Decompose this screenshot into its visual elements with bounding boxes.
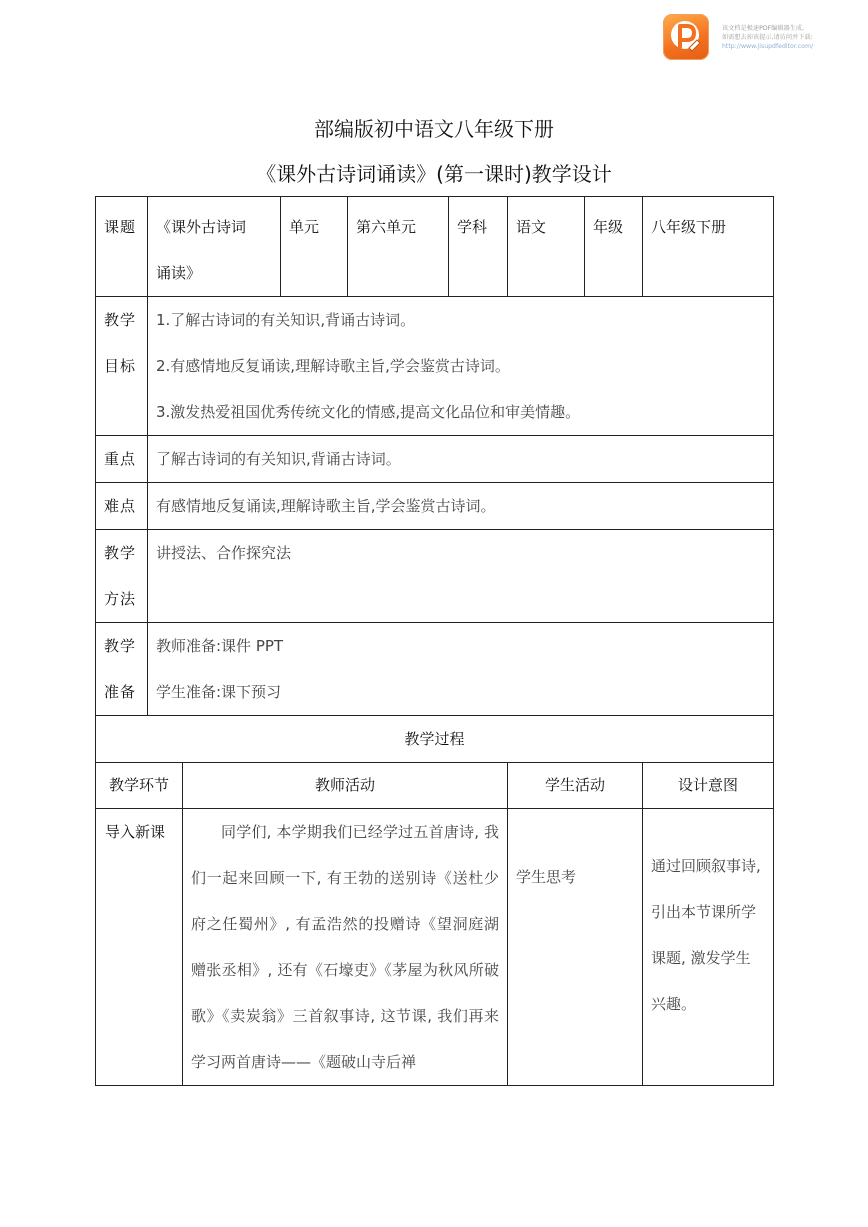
method-row bbox=[96, 530, 774, 623]
preparation-list bbox=[148, 623, 773, 715]
process-stage: 导入新课 bbox=[105, 823, 166, 841]
goals-label-line-2: 目标 bbox=[104, 357, 137, 375]
preparation-student: 学生准备:课下预习 bbox=[156, 683, 282, 701]
goal-item: 1.了解古诗词的有关知识,背诵古诗词。 bbox=[156, 311, 416, 329]
process-design-intent: 通过回顾叙事诗, 引出本节课所学课题, 激发学生兴趣。 bbox=[651, 857, 761, 1013]
pdf-editor-logo bbox=[663, 14, 709, 60]
method-value: 讲授法、合作探究法 bbox=[156, 544, 292, 562]
key-point-label: 重点 bbox=[104, 450, 137, 468]
unit-value: 第六单元 bbox=[356, 218, 417, 236]
watermark-url[interactable]: http://www.jisupdfeditor.com/ bbox=[722, 43, 814, 50]
header-student-activity: 学生活动 bbox=[545, 776, 606, 794]
process-title: 教学过程 bbox=[404, 730, 465, 748]
goals-label-line-1: 教学 bbox=[104, 311, 137, 329]
document-title-line-1: 部编版初中语文八年级下册 bbox=[314, 117, 554, 141]
header-design-intent: 设计意图 bbox=[678, 776, 739, 794]
goal-item: 3.激发热爱祖国优秀传统文化的情感,提高文化品位和审美情趣。 bbox=[156, 403, 581, 421]
preparation-label-line-2: 准备 bbox=[104, 683, 137, 701]
process-teacher-activity: 同学们, 本学期我们已经学过五首唐诗, 我们一起来回顾一下, 有王勃的送别诗《送杜少府之任蜀州》, 有孟浩然的投赠诗《望洞庭湖赠张丞相》, 还有《石壕吏》《茅屋为秋风所破歌》《卖炭翁》三首叙事诗, 这节课, 我们再来学习两首唐诗——《题破山寺后禅 bbox=[191, 823, 500, 1071]
preparation-label bbox=[96, 623, 147, 715]
info-row bbox=[96, 197, 774, 297]
watermark-text bbox=[722, 24, 862, 51]
unit-label: 单元 bbox=[289, 218, 320, 236]
preparation-row bbox=[96, 623, 774, 716]
topic-value-line-2: 诵读》 bbox=[156, 264, 202, 282]
method-label bbox=[96, 530, 147, 622]
lesson-plan-table bbox=[95, 196, 774, 1086]
document-title-line-2: 《课外古诗词诵读》(第一课时)教学设计 bbox=[256, 162, 612, 186]
key-point-value: 了解古诗词的有关知识,背诵古诗词。 bbox=[156, 450, 401, 468]
topic-value bbox=[148, 197, 280, 296]
subject-value: 语文 bbox=[516, 218, 547, 236]
goals-label bbox=[96, 297, 147, 389]
goals-row bbox=[96, 297, 774, 436]
goals-list bbox=[148, 297, 773, 435]
preparation-teacher: 教师准备:课件 PPT bbox=[156, 637, 284, 655]
method-label-line-1: 教学 bbox=[104, 544, 137, 562]
watermark bbox=[663, 14, 863, 64]
key-point-row bbox=[96, 436, 774, 483]
watermark-line-1: 该文档是极速PDF编辑器生成, bbox=[722, 25, 805, 32]
difficulty-label: 难点 bbox=[104, 497, 137, 515]
grade-label: 年级 bbox=[593, 218, 624, 236]
preparation-label-line-1: 教学 bbox=[104, 637, 137, 655]
header-stage: 教学环节 bbox=[108, 776, 169, 794]
watermark-line-2: 如需想去掉该提示,请访问并下载: bbox=[722, 34, 813, 41]
topic-label: 课题 bbox=[104, 218, 137, 236]
difficulty-row bbox=[96, 483, 774, 530]
process-student-activity: 学生思考 bbox=[516, 868, 577, 886]
process-header-row bbox=[96, 763, 774, 809]
process-row bbox=[96, 809, 774, 1086]
process-title-row bbox=[96, 716, 774, 763]
difficulty-value: 有感情地反复诵读,理解诗歌主旨,学会鉴赏古诗词。 bbox=[156, 497, 496, 515]
subject-label: 学科 bbox=[457, 218, 488, 236]
header-teacher-activity: 教师活动 bbox=[315, 776, 376, 794]
method-label-line-2: 方法 bbox=[104, 590, 137, 608]
goal-item: 2.有感情地反复诵读,理解诗歌主旨,学会鉴赏古诗词。 bbox=[156, 357, 510, 375]
grade-value: 八年级下册 bbox=[651, 218, 727, 236]
topic-value-line-1: 《课外古诗词 bbox=[156, 218, 247, 236]
